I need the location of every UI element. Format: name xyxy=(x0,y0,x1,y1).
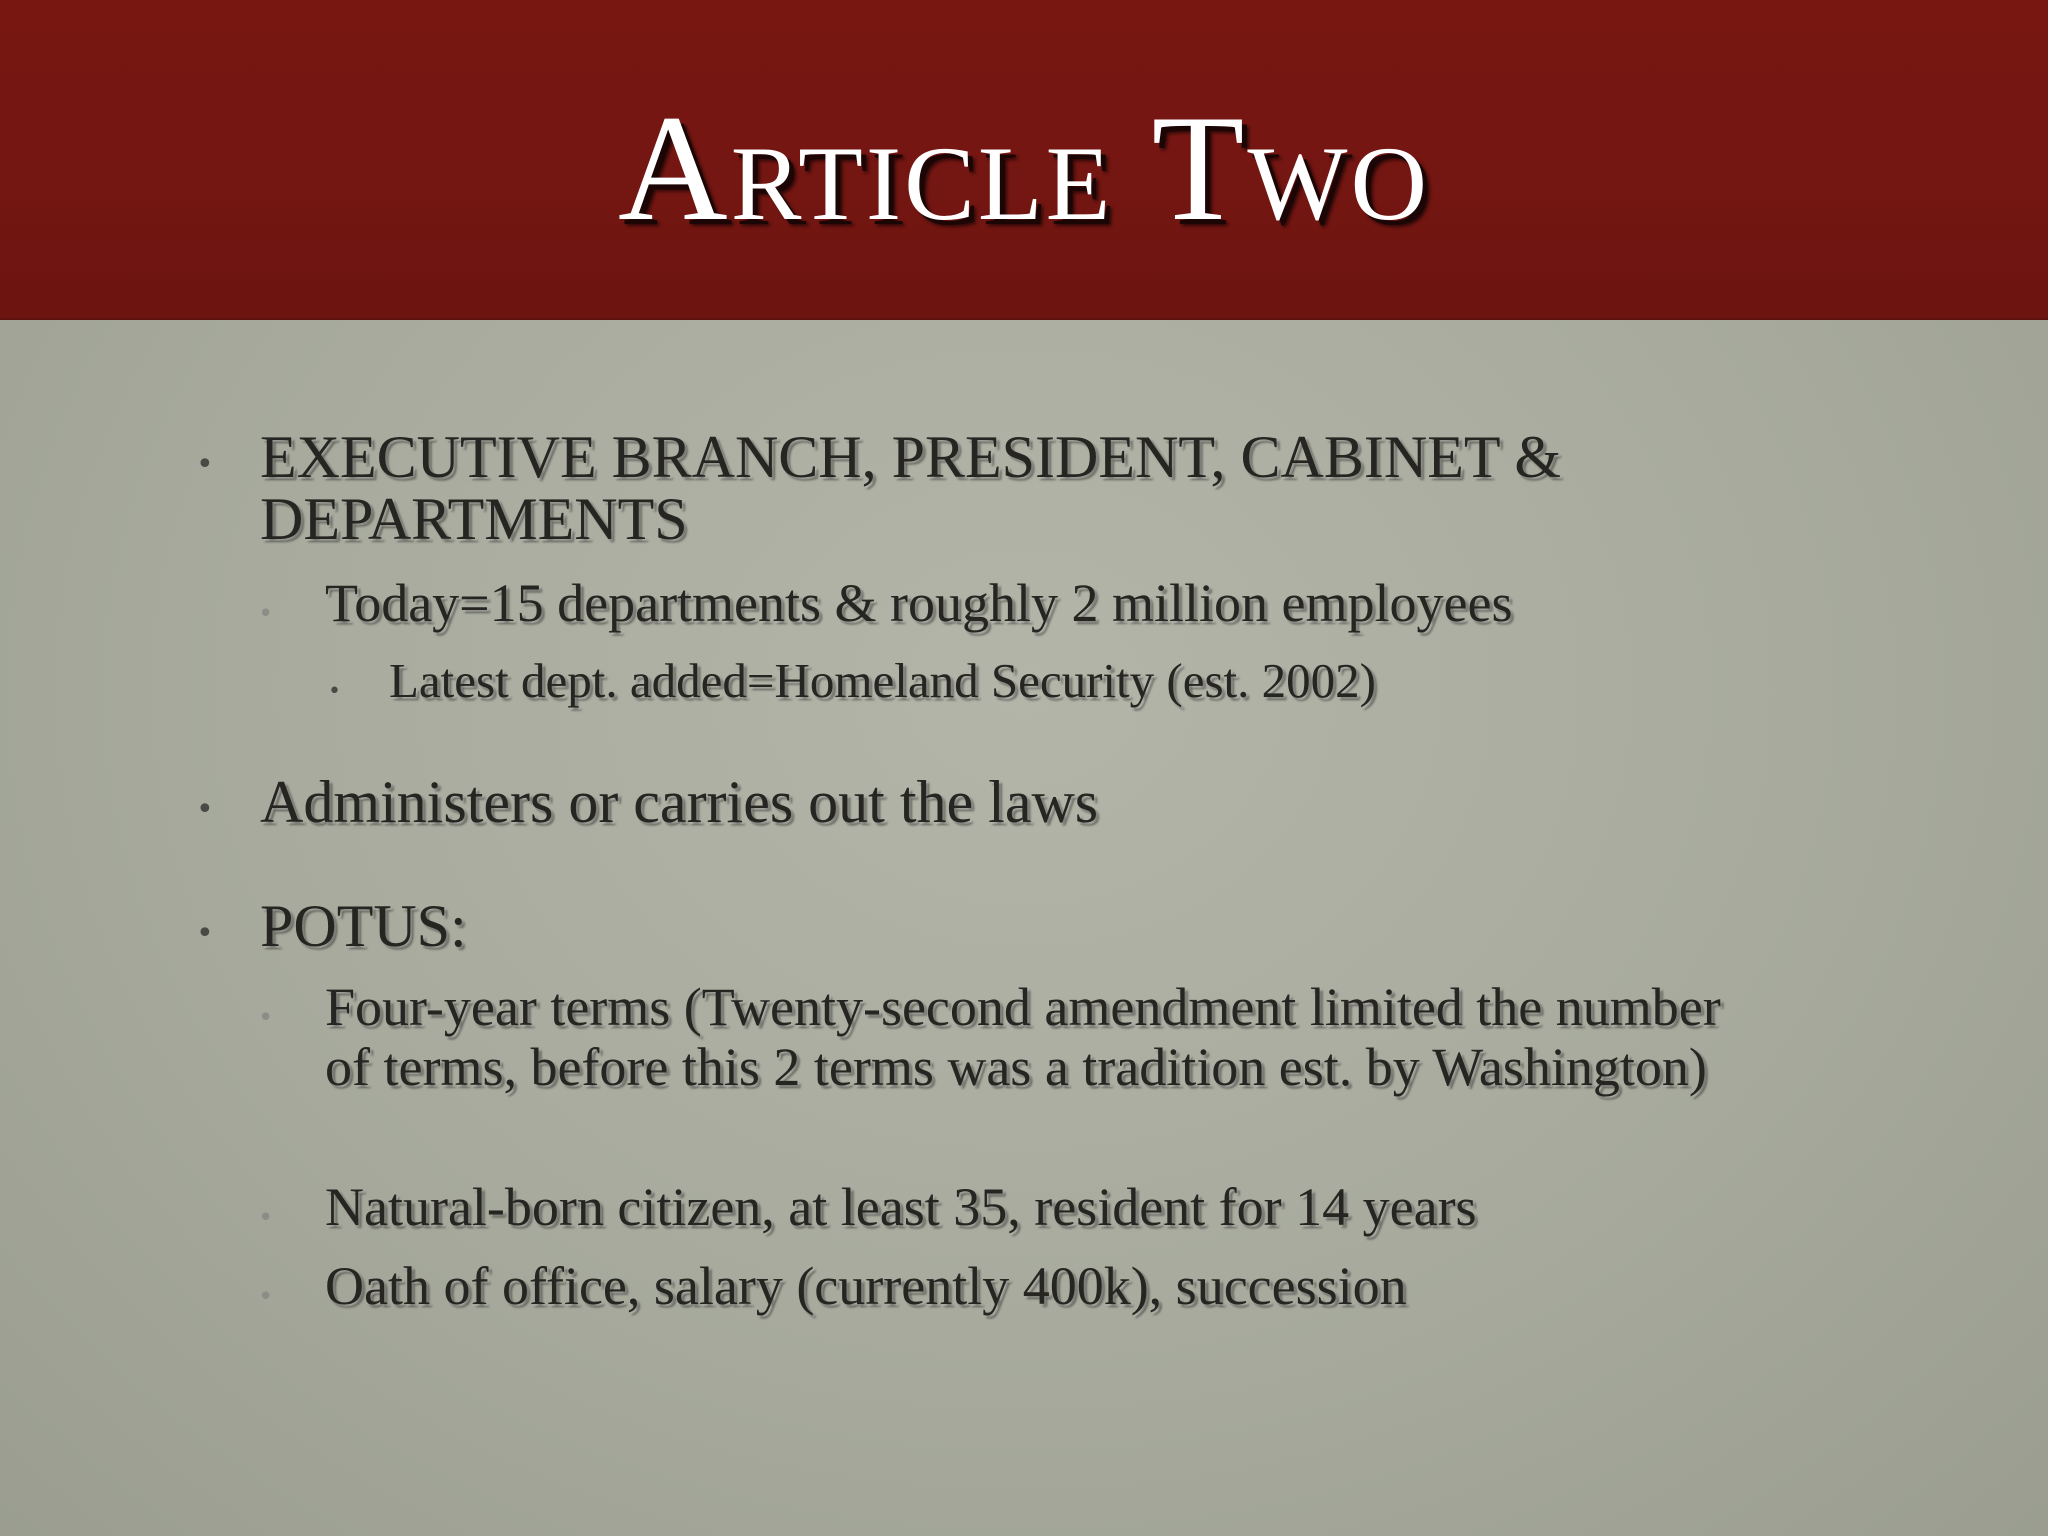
bullet-departments-today: Today=15 departments & roughly 2 million employees xyxy=(325,573,1513,633)
bullet-glyph: • xyxy=(258,1203,274,1233)
bullet-glyph: • xyxy=(196,792,214,827)
bullet-glyph: • xyxy=(196,447,214,482)
bullet-executive-branch: EXECUTIVE BRANCH, PRESIDENT, CABINET & DEPARTMENTS xyxy=(260,424,1562,552)
bullet-glyph: • xyxy=(328,679,341,704)
bullet-administers-laws: Administers or carries out the laws xyxy=(260,769,1099,835)
bullet-latest-department: Latest dept. added=Homeland Security (est. 2002) xyxy=(389,653,1376,708)
bullet-glyph: • xyxy=(258,1282,274,1312)
bullet-glyph: • xyxy=(196,916,214,951)
bullet-eligibility: Natural-born citizen, at least 35, resident for 14 years xyxy=(325,1177,1477,1237)
bullet-glyph: • xyxy=(258,1003,274,1033)
bullet-oath-salary-succession: Oath of office, salary (currently 400k), succession xyxy=(325,1256,1407,1316)
bullet-potus: POTUS: xyxy=(260,893,467,959)
slide-title: Article Two xyxy=(617,84,1431,252)
bullet-four-year-terms: Four-year terms (Twenty-second amendment limited the number of terms, before this 2 terms was a tradition est. by Washington) xyxy=(325,977,1721,1097)
bullet-glyph: • xyxy=(258,599,274,629)
